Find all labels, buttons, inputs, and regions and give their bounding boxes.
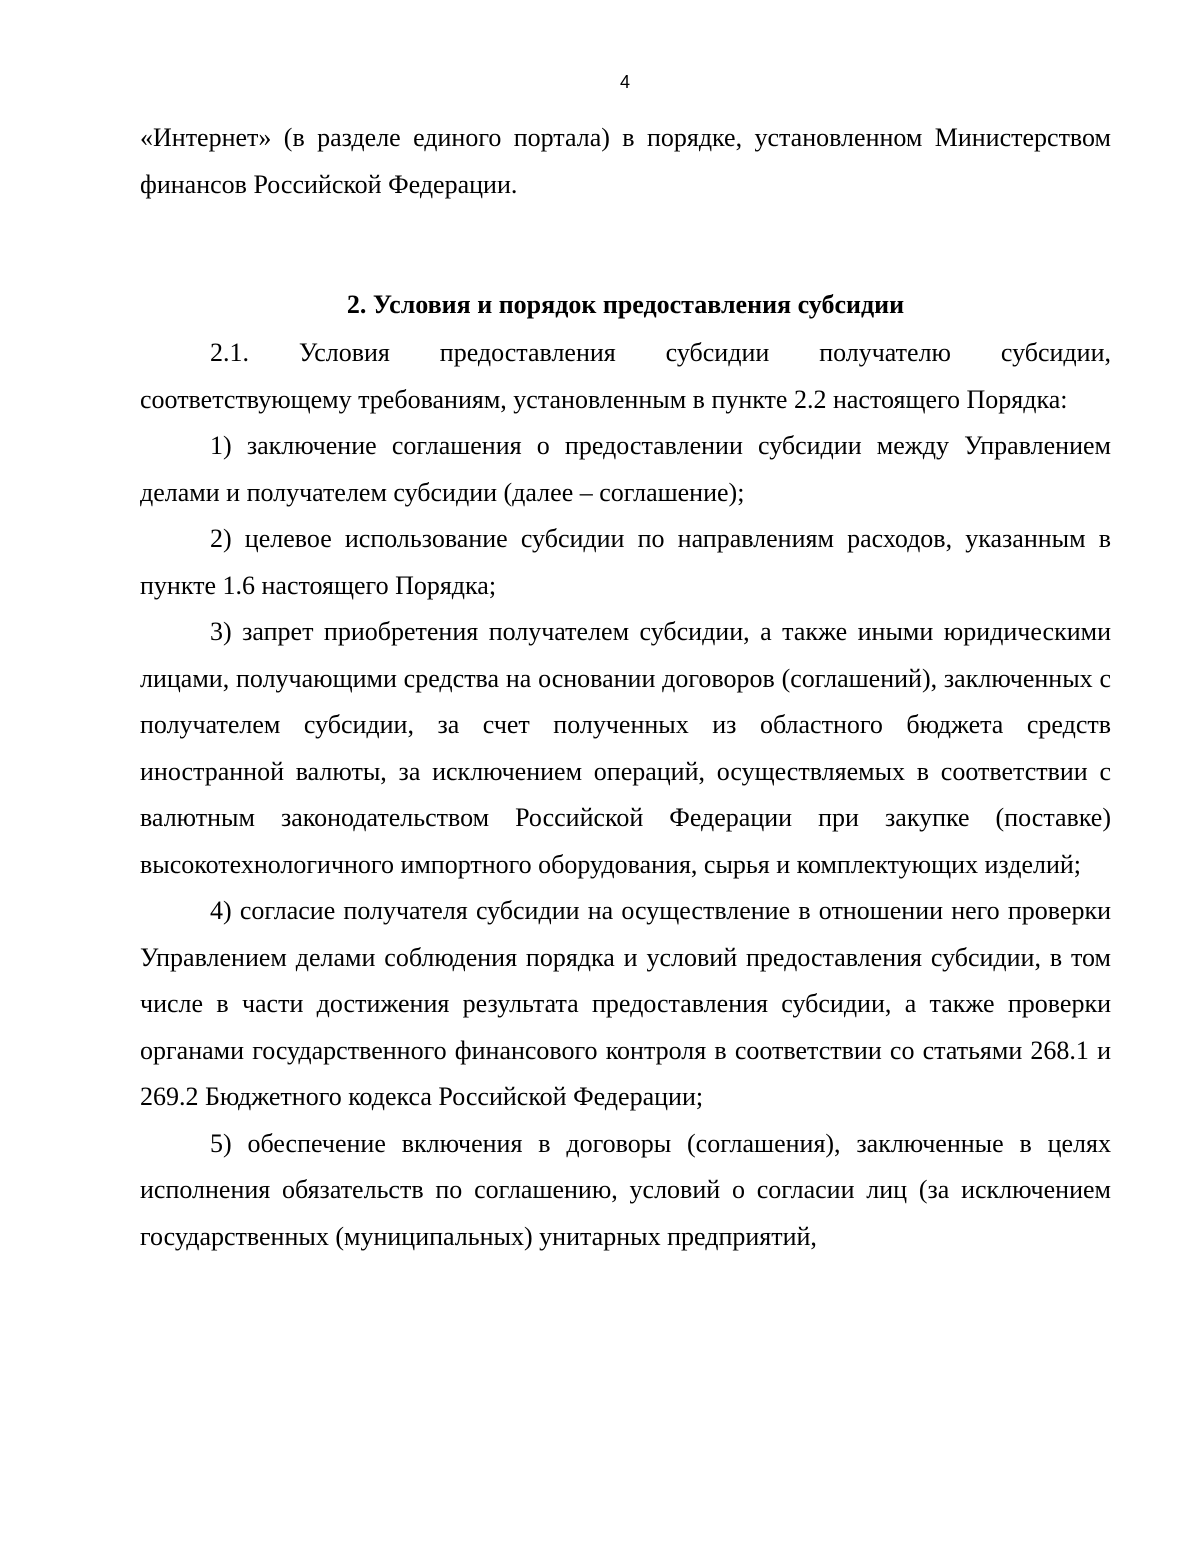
- paragraph-item-4: 4) согласие получателя субсидии на осуществление в отношении него проверки Управлением делами соблюдения порядка и условий предоставления субсидии, в том числе в части достижения результата предоставления субсидии, а также проверки органами государственного финансового контроля в соответствии со статьями 268.1 и 269.2 Бюджетного кодекса Российской Федерации;: [140, 896, 1111, 1111]
- paragraph-item-5: 5) обеспечение включения в договоры (соглашения), заключенные в целях исполнения обязательств по соглашению, условий о согласии лиц (за исключением государственных (муниципальных) унитарных предприятий,: [140, 1128, 1111, 1251]
- paragraph-item-2: 2) целевое использование субсидии по направлениям расходов, указанным в пункте 1.6 настоящего Порядка;: [140, 524, 1111, 600]
- paragraph-2-1: 2.1. Условия предоставления субсидии получателю субсидии, соответствующему требованиям, установленным в пункте 2.2 настоящего Порядка:: [140, 338, 1111, 414]
- page-number: 4: [619, 72, 630, 92]
- intro-paragraph: «Интернет» (в разделе единого портала) в порядке, установленном Министерством финансов Российской Федерации.: [140, 123, 1111, 199]
- section-title: 2. Условия и порядок предоставления субсидии: [346, 290, 905, 319]
- intro-text-block: [140, 115, 1111, 208]
- section-body: [140, 330, 1111, 1260]
- paragraph-item-1: 1) заключение соглашения о предоставлении субсидии между Управлением делами и получателем субсидии (далее – соглашение);: [140, 431, 1111, 507]
- paragraph-item-3: 3) запрет приобретения получателем субсидии, а также иными юридическими лицами, получающими средства на основании договоров (соглашений), заключенных с получателем субсидии, за счет полученных из областного бюджета средств иностранной валюты, за исключением операций, осуществляемых в соответствии с валютным законодательством Российской Федерации при закупке (поставке) высокотехнологичного импортного оборудования, сырья и комплектующих изделий;: [140, 617, 1111, 879]
